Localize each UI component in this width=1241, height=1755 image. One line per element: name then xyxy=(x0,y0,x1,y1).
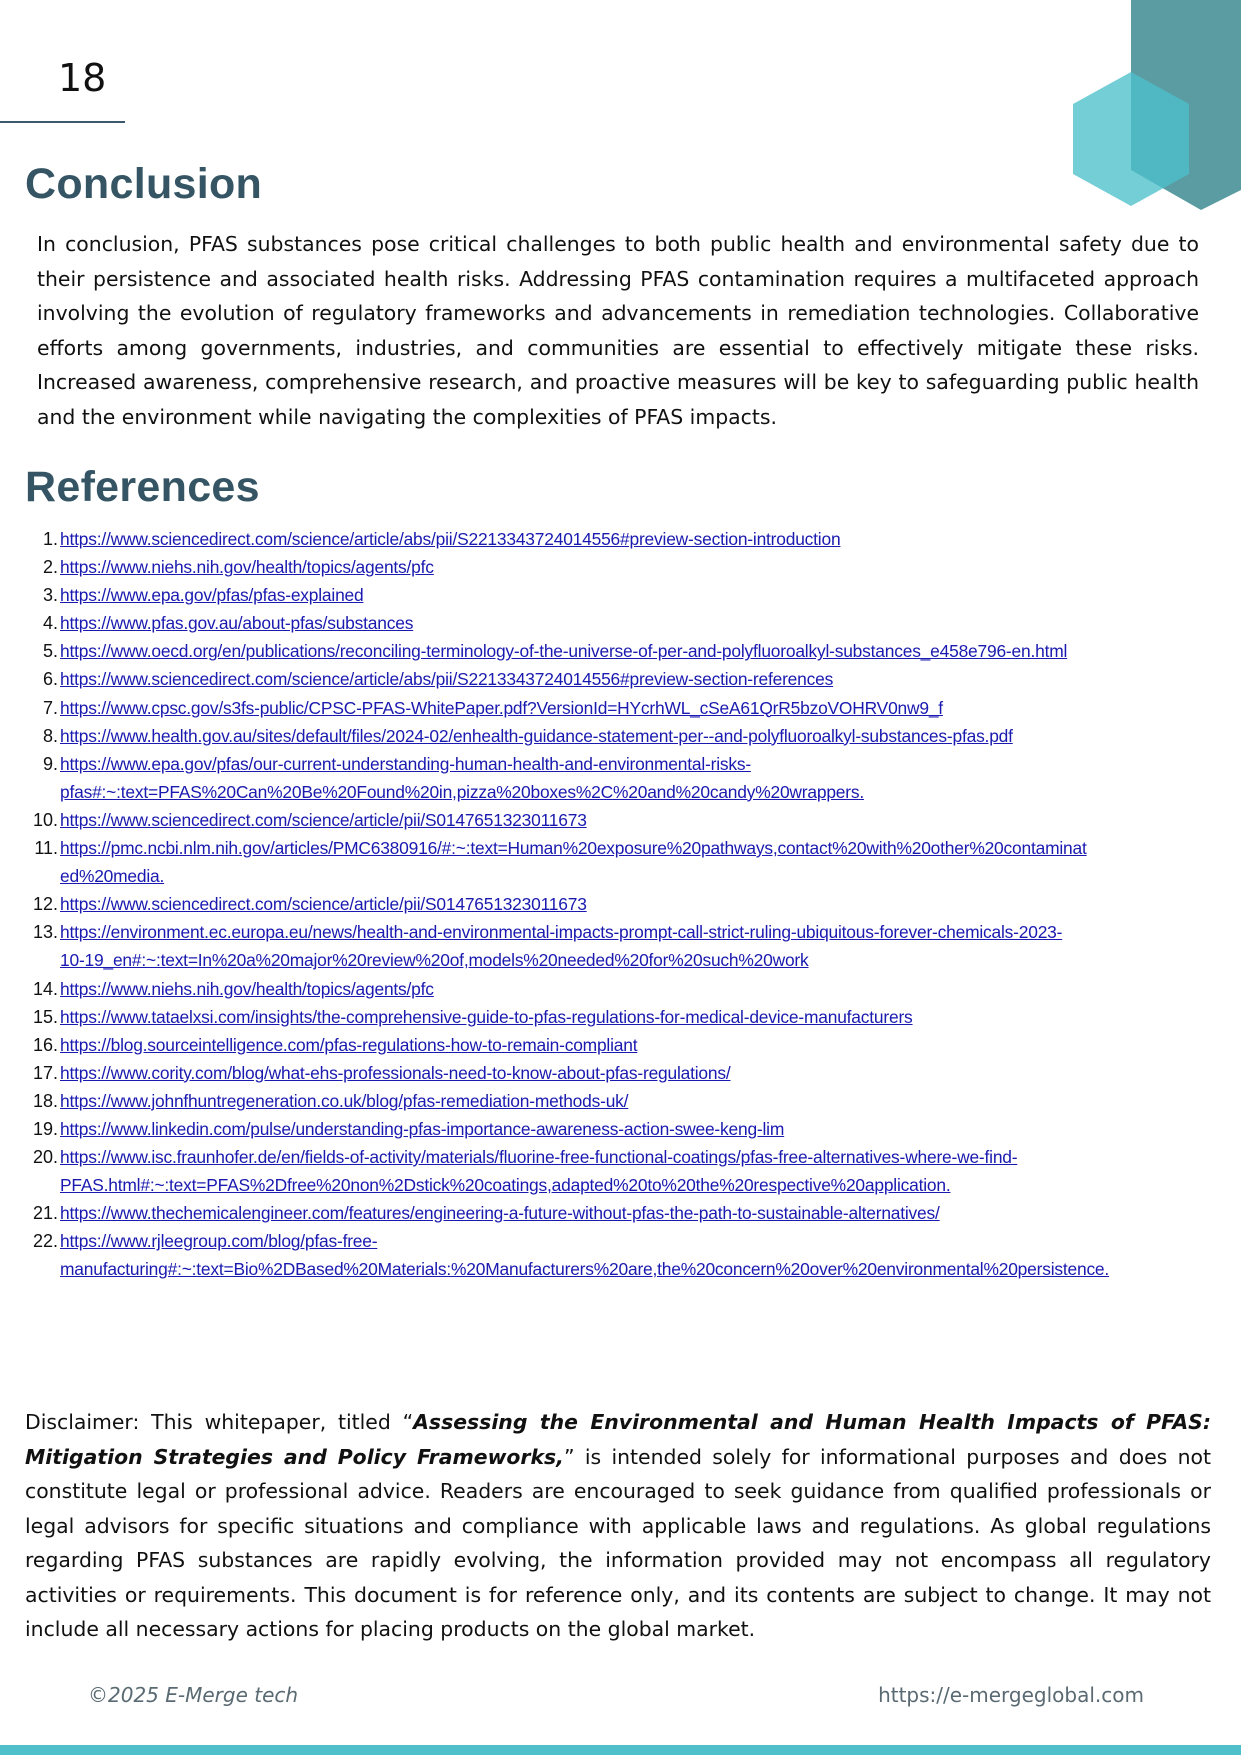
reference-number: 8. xyxy=(42,725,58,746)
reference-item xyxy=(0,694,1232,722)
reference-link[interactable]: 10-19_en#:~:text=In%20a%20major%20review%20of,models%20needed%20for%20such%20work xyxy=(60,950,809,971)
footer-copyright: ©2025 E-Merge tech xyxy=(88,1683,299,1707)
reference-item xyxy=(0,1143,1232,1199)
reference-number: 10. xyxy=(32,809,58,830)
reference-link[interactable]: https://www.linkedin.com/pulse/understanding-pfas-importance-awareness-action-swee-keng-lim xyxy=(60,1118,785,1139)
conclusion-heading: Conclusion xyxy=(25,160,263,208)
disclaimer-prefix: Disclaimer: This whitepaper, titled “ xyxy=(25,1410,414,1434)
reference-item xyxy=(0,722,1232,750)
reference-item xyxy=(0,890,1232,918)
reference-item xyxy=(0,1003,1232,1031)
reference-item xyxy=(0,1059,1232,1087)
reference-item xyxy=(0,750,1232,806)
reference-number: 12. xyxy=(32,894,58,915)
reference-number: 11. xyxy=(34,838,58,859)
reference-link[interactable]: https://www.sciencedirect.com/science/article/abs/pii/S2213343724014556#preview-section-references xyxy=(60,669,834,690)
reference-item xyxy=(0,975,1232,1003)
reference-link[interactable]: https://www.health.gov.au/sites/default/files/2024-02/enhealth-guidance-statement-per--and-polyfluoroalkyl-substances-pfas.pdf xyxy=(60,725,1013,746)
reference-number: 18. xyxy=(32,1090,58,1111)
reference-number: 6. xyxy=(42,669,58,690)
disclaimer-paragraph xyxy=(25,1405,1211,1647)
reference-item xyxy=(0,834,1232,890)
reference-link[interactable]: ed%20media. xyxy=(60,866,165,887)
reference-number: 20. xyxy=(32,1147,58,1168)
reference-link[interactable]: https://www.cority.com/blog/what-ehs-professionals-need-to-know-about-pfas-regulations/ xyxy=(60,1062,731,1083)
conclusion-paragraph: In conclusion, PFAS substances pose critical challenges to both public health and environmental safety due to their persistence and associated health risks. Addressing PFAS contamination requires a multifaceted approach involving the evolution of regulatory frameworks and advancements in remediation technologies. Collaborative efforts among governments, industries, and communities are essential to effectively mitigate these risks. Increased awareness, comprehensive research, and proactive measures will be key to safeguarding public health and the environment while navigating the complexities of PFAS impacts. xyxy=(37,232,1199,429)
page-number: 18 xyxy=(58,56,107,100)
disclaimer-body: ” is intended solely for informational purposes and does not constitute legal or professional advice. Readers are encouraged to seek guidance from qualified professionals or legal advisors for specific situations and compliance with applicable laws and regulations. As global regulations regarding PFAS substances are rapidly evolving, the information provided may not encompass all regulatory activities or requirements. This document is for reference only, and its contents are subject to change. It may not include all necessary actions for placing products on the global market. xyxy=(25,1444,1212,1641)
reference-link[interactable]: https://www.sciencedirect.com/science/article/abs/pii/S2213343724014556#preview-section-introduction xyxy=(60,529,841,549)
reference-number: 19. xyxy=(32,1118,58,1139)
references-list xyxy=(0,525,1241,1284)
page-number-divider xyxy=(0,121,125,123)
reference-number: 21. xyxy=(32,1203,58,1224)
reference-item xyxy=(0,1199,1232,1227)
reference-item xyxy=(0,1087,1232,1115)
reference-item xyxy=(0,553,1232,581)
reference-item xyxy=(0,581,1232,609)
reference-link[interactable]: https://environment.ec.europa.eu/news/health-and-environmental-impacts-prompt-call-strict-ruling-ubiquitous-forever-chemicals-2023- xyxy=(60,922,1063,943)
reference-number: 5. xyxy=(42,641,58,662)
corner-hexagon-decoration xyxy=(1031,0,1241,210)
reference-link[interactable]: https://www.tataelxsi.com/insights/the-comprehensive-guide-to-pfas-regulations-for-medical-device-manufacturers xyxy=(60,1006,913,1027)
reference-link[interactable]: https://www.rjleegroup.com/blog/pfas-free- xyxy=(60,1231,378,1252)
reference-link[interactable]: https://www.sciencedirect.com/science/article/pii/S0147651323011673 xyxy=(60,809,587,830)
reference-number: 2. xyxy=(42,557,58,578)
reference-link[interactable]: PFAS.html#:~:text=PFAS%2Dfree%20non%2Dstick%20coatings,adapted%20to%20the%20respective%20application. xyxy=(60,1175,951,1196)
reference-number: 3. xyxy=(42,585,58,606)
reference-item xyxy=(0,525,1232,553)
reference-item xyxy=(0,665,1232,693)
reference-number: 9. xyxy=(42,753,58,774)
reference-item xyxy=(0,637,1232,665)
reference-link[interactable]: https://www.epa.gov/pfas/pfas-explained xyxy=(60,585,364,606)
reference-item xyxy=(0,806,1232,834)
reference-item xyxy=(0,918,1232,974)
reference-number: 1. xyxy=(42,529,58,549)
reference-link[interactable]: https://blog.sourceintelligence.com/pfas-regulations-how-to-remain-compliant xyxy=(60,1034,638,1055)
reference-link[interactable]: https://www.niehs.nih.gov/health/topics/agents/pfc xyxy=(60,978,434,999)
reference-item xyxy=(0,1031,1232,1059)
reference-link[interactable]: https://www.pfas.gov.au/about-pfas/substances xyxy=(60,613,414,634)
reference-number: 22. xyxy=(32,1231,58,1252)
reference-link[interactable]: https://www.cpsc.gov/s3fs-public/CPSC-PFAS-WhitePaper.pdf?VersionId=HYcrhWL_cSeA61QrR5bzoVOHRV0nw9_f xyxy=(60,697,943,718)
reference-item xyxy=(0,609,1232,637)
disclaimer-title: Assessing the Environmental and Human Health Impacts of PFAS: Mitigation Strategies and Policy Frameworks, xyxy=(25,1410,1211,1469)
reference-number: 15. xyxy=(32,1006,58,1027)
references-heading: References xyxy=(25,463,260,511)
reference-link[interactable]: https://www.johnfhuntregeneration.co.uk/blog/pfas-remediation-methods-uk/ xyxy=(60,1090,629,1111)
reference-number: 4. xyxy=(42,613,58,634)
reference-number: 17. xyxy=(32,1062,58,1083)
footer-website[interactable]: https://e-mergeglobal.com xyxy=(878,1683,1144,1707)
reference-link[interactable]: manufacturing#:~:text=Bio%2DBased%20Materials:%20Manufacturers%20are,the%20concern%20over%20environmental%20persistence. xyxy=(60,1259,1110,1280)
reference-number: 14. xyxy=(32,978,58,999)
reference-link[interactable]: https://www.oecd.org/en/publications/reconciling-terminology-of-the-universe-of-per-and-polyfluoroalkyl-substances_e458e796-en.html xyxy=(60,641,1068,662)
reference-number: 16. xyxy=(32,1034,58,1055)
reference-link[interactable]: https://pmc.ncbi.nlm.nih.gov/articles/PMC6380916/#:~:text=Human%20exposure%20pathways,contact%20with%20other%20contaminat xyxy=(60,838,1087,859)
reference-number: 13. xyxy=(32,922,58,943)
reference-number: 7. xyxy=(42,697,58,718)
reference-item xyxy=(0,1227,1232,1283)
reference-link[interactable]: https://www.thechemicalengineer.com/features/engineering-a-future-without-pfas-the-path-to-sustainable-alternatives/ xyxy=(60,1203,940,1224)
reference-link[interactable]: https://www.niehs.nih.gov/health/topics/agents/pfc xyxy=(60,557,434,578)
reference-link[interactable]: pfas#:~:text=PFAS%20Can%20Be%20Found%20in,pizza%20boxes%2C%20and%20candy%20wrappers. xyxy=(60,781,864,802)
reference-link[interactable]: https://www.sciencedirect.com/science/article/pii/S0147651323011673 xyxy=(60,894,587,915)
reference-link[interactable]: https://www.isc.fraunhofer.de/en/fields-of-activity/materials/fluorine-free-functional-coatings/pfas-free-alternatives-where-we-find- xyxy=(60,1147,1018,1168)
footer-accent-bar xyxy=(0,1745,1241,1755)
reference-item xyxy=(0,1115,1232,1143)
reference-link[interactable]: https://www.epa.gov/pfas/our-current-understanding-human-health-and-environmental-risks- xyxy=(60,753,751,774)
